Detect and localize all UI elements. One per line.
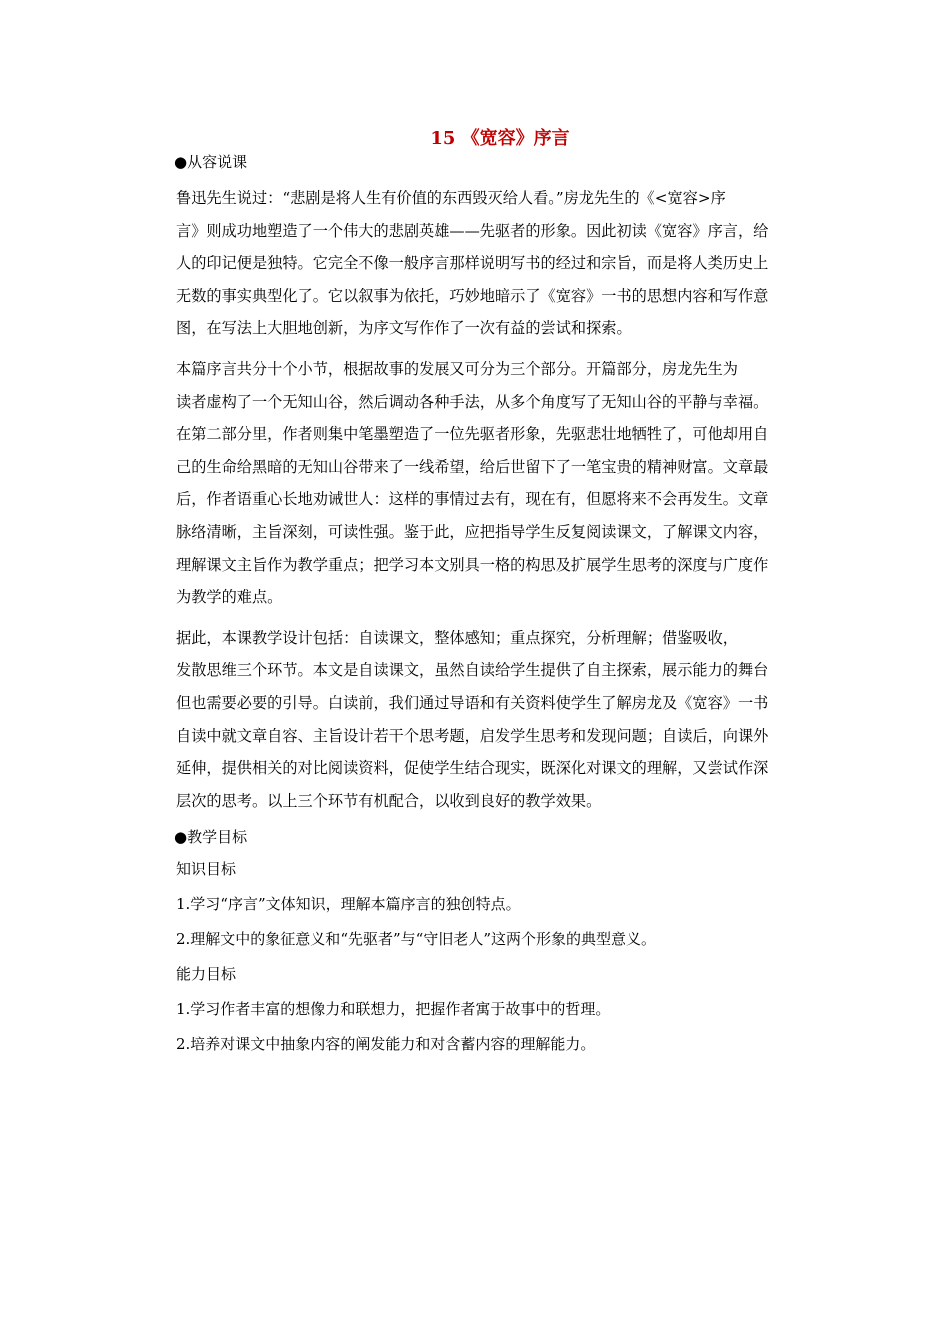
ability-item-2: 2.培养对课文中抽象内容的阐发能力和对含蓄内容的理解能力。 [176,1035,596,1054]
paragraph-line: 自读中就文章自容、主旨设计若干个思考题，启发学生思考和发现问题；自读后，向课外 [176,726,769,745]
section-heading-shuoke: ●从容说课 [174,153,248,171]
paragraph-line: 后，作者语重心长地劝诫世人：这样的事情过去有，现在有，但愿将来不会再发生。文章 [176,490,769,509]
paragraph-line: 在第二部分里，作者则集中笔墨塑造了一位先驱者形象，先驱悲壮地牺牲了，可他却用自 [176,425,769,444]
knowledge-item-1: 1.学习“序言”文体知识，理解本篇序言的独创特点。 [176,895,521,914]
knowledge-item-2: 2.理解文中的象征意义和“先驱者”与“守旧老人”这两个形象的典型意义。 [176,930,656,949]
paragraph-3 [146,622,808,818]
paragraph-line: 据此，本课教学设计包括：自读课文，整体感知；重点探究，分析理解；借鉴吸收， [176,628,738,647]
paragraph-line: 脉络清晰，主旨深刻，可读性强。鉴于此，应把指导学生反复阅读课文，了解课文内容， [176,522,769,541]
paragraph-line: 己的生命给黑暗的无知山谷带来了一线希望，给后世留下了一笔宝贵的精神财富。文章最 [176,457,769,476]
ability-item-1: 1.学习作者丰富的想像力和联想力，把握作者寓于故事中的哲理。 [176,1000,611,1019]
paragraph-2 [146,353,808,614]
paragraph-line: 读者虚构了一个无知山谷，然后调动各种手法，从多个角度写了无知山谷的平静与幸福。 [176,392,769,411]
paragraph-line: 为教学的难点。 [176,588,283,607]
document-body [146,150,808,1067]
paragraph-1 [146,182,808,345]
ability-heading: 能力目标 [176,965,237,984]
paragraph-line: 发散思维三个环节。本文是自读课文，虽然自读给学生提供了自主探索，展示能力的舞台 [176,661,769,680]
paragraph-line: 鲁迅先生说过：“悲剧是将人生有价值的东西毁灭给人看。”房龙先生的《<宽容>序 [176,189,726,207]
paragraph-line: 延伸，提供相关的对比阅读资料，促使学生结合现实，既深化对课文的理解，又尝试作深 [176,759,769,778]
page-title: 15 《宽容》序言 [430,128,570,149]
paragraph-line: 但也需要必要的引导。白读前，我们通过导语和有关资料使学生了解房龙及《宽容》一书 [176,693,769,712]
paragraph-line: 言》则成功地塑造了一个伟大的悲剧英雄——先驱者的形象。因此初读《宽容》序言，给 [176,221,769,240]
paragraph-line: 无数的事实典型化了。它以叙事为依托，巧妙地暗示了《宽容》一书的思想内容和写作意 [176,286,769,305]
section-heading-objectives: ●教学目标 [174,828,248,847]
paragraph-line: 人的印记便是独特。它完全不像一般序言那样说明写书的经过和宗旨，而是将人类历史上 [176,254,769,273]
knowledge-heading: 知识目标 [176,860,237,879]
paragraph-line: 理解课文主旨作为教学重点；把学习本文别具一格的构思及扩展学生思考的深度与广度作 [176,555,769,574]
paragraph-line: 图，在写法上大胆地创新，为序文写作作了一次有益的尝试和探索。 [176,319,632,338]
paragraph-line: 层次的思考。以上三个环节有机配合，以收到良好的教学效果。 [176,791,602,810]
paragraph-line: 本篇序言共分十个小节，根据故事的发展又可分为三个部分。开篇部分，房龙先生为 [176,359,738,378]
